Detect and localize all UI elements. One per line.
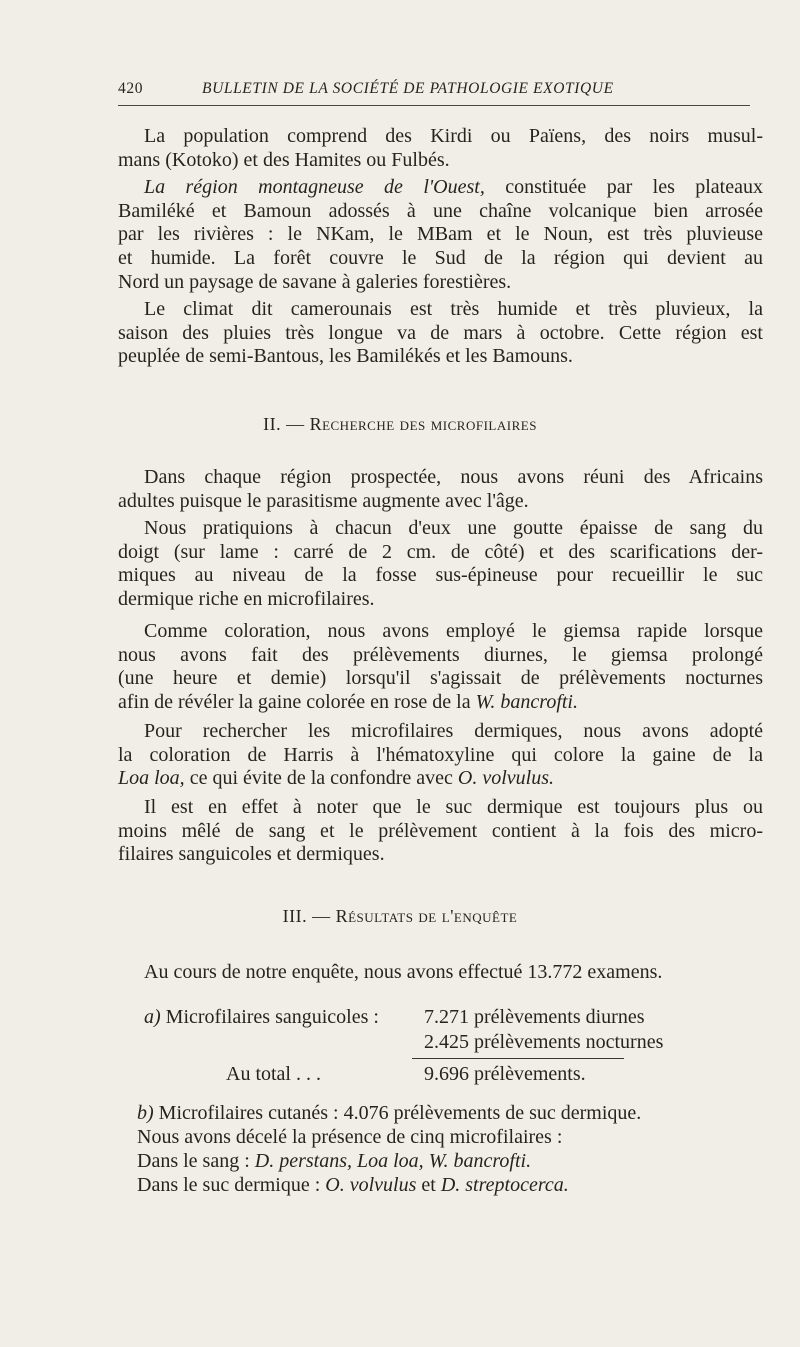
journal-title: BULLETIN DE LA SOCIÉTÉ DE PATHOLOGIE EXOTIQUE: [202, 80, 614, 97]
text-line: par les rivières : le NKam, le MBam et le Noun, est très pluvieuse: [118, 223, 763, 246]
text-line: La population comprend des Kirdi ou Païens, des noirs musul-: [144, 125, 763, 147]
text-line: filaires sanguicoles et dermiques.: [118, 843, 385, 866]
stat-sanguicoles-label: [144, 1006, 379, 1029]
species-name: O. volvulus.: [457, 767, 554, 790]
text-line: Nord un paysage de savane à galeries forestières.: [118, 270, 512, 293]
text-line: [118, 176, 763, 200]
italic-phrase: La région montagneuse de l'Ouest,: [144, 176, 485, 198]
section-heading-resultats: III. — Résultats de l'enquête: [282, 906, 518, 926]
species-name: W. bancrofti.: [428, 1150, 532, 1172]
text-line: moins mêlé de sang et le prélèvement contient à la fois des micro-: [118, 819, 763, 842]
text-line: Dans chaque région prospectée, nous avons réuni des Africains: [144, 466, 763, 488]
paragraph-climat: [118, 298, 763, 369]
text-run: afin de révéler la gaine colorée en rose de la: [118, 691, 476, 714]
paragraph-population: [118, 125, 763, 172]
text-run: Microfilaires cutanés : 4.076 prélèvements de suc dermique.: [153, 1102, 642, 1124]
text-line: [137, 1150, 531, 1173]
species-name: Loa loa,: [357, 1150, 424, 1172]
text-line: Il est en effet à noter que le suc dermique est toujours plus ou: [144, 796, 763, 818]
text-line: Comme coloration, nous avons employé le giemsa rapide lorsque: [144, 620, 763, 642]
text-line: adultes puisque le parasitisme augmente avec l'âge.: [118, 489, 529, 512]
species-name: D. perstans,: [254, 1150, 352, 1172]
text-line: peuplée de semi-Bantous, les Bamilékés et les Bamouns.: [118, 345, 573, 368]
text-line: et humide. La forêt couvre le Sud de la région qui devient au: [118, 247, 763, 270]
stat-total-label: Au total . . .: [226, 1063, 321, 1085]
text-line: (une heure et demie) lorsqu'il s'agissait de prélèvements nocturnes: [118, 667, 763, 690]
text-line: Bamiléké et Bamoun adossés à une chaîne volcanique bien arrosée: [118, 199, 763, 222]
text-line: Nous avons décelé la présence de cinq microfilaires :: [137, 1126, 563, 1148]
text-line: nous avons fait des prélèvements diurnes, le giemsa prolongé: [118, 643, 763, 666]
text-line: [118, 691, 763, 715]
text-line: mans (Kotoko) et des Hamites ou Fulbés.: [118, 148, 450, 171]
text-line: dermique riche en microfilaires.: [118, 588, 375, 611]
text-line: doigt (sur lame : carré de 2 cm. de côté) et des scarifications der-: [118, 540, 763, 563]
text-line: [137, 1174, 569, 1197]
header-rule: [118, 105, 750, 106]
text-run: Dans le suc dermique :: [137, 1174, 326, 1196]
text-line: Au cours de notre enquête, nous avons effectué 13.772 examens.: [144, 961, 663, 983]
running-head: [118, 76, 750, 102]
item-letter: a): [144, 1006, 161, 1028]
text-line: Le climat dit camerounais est très humide et très pluvieux, la: [144, 298, 763, 320]
paragraph-methode: [118, 517, 763, 612]
text-line: [118, 767, 763, 791]
item-letter: b): [137, 1102, 154, 1124]
text-run: ce qui évite de la confondre avec: [184, 767, 458, 790]
stat-nocturnes: 2.425 prélèvements nocturnes: [424, 1031, 664, 1053]
text-line: Nous pratiquions à chacun d'eux une goutte épaisse de sang du: [144, 517, 763, 539]
stat-cutanes: [137, 1102, 641, 1125]
page-number: 420: [118, 80, 144, 97]
text-line: la coloration de Harris à l'hématoxyline qui colore la gaine de la: [118, 743, 763, 766]
species-name: W. bancrofti.: [475, 691, 578, 714]
text-run: Dans le sang :: [137, 1150, 255, 1172]
text-run: et: [416, 1174, 441, 1196]
text-line: Pour rechercher les microfilaires dermiques, nous avons adopté: [144, 720, 763, 742]
paragraph-coloration: [118, 620, 763, 715]
paragraph-examens: [118, 961, 763, 985]
species-name: O. volvulus: [325, 1174, 417, 1196]
paragraph-region-ouest: [118, 176, 763, 295]
text-line: miques au niveau de la fosse sus-épineuse pour recueillir le suc: [118, 564, 763, 587]
paragraph-melange: [118, 796, 763, 867]
sum-rule: [412, 1058, 624, 1059]
section-heading-recherche: II. — Recherche des microfilaires: [263, 414, 537, 434]
text-line: saison des pluies très longue va de mars à octobre. Cette région est: [118, 321, 763, 344]
species-name: Loa loa,: [118, 767, 185, 790]
text-run: constituée par les plateaux: [484, 176, 763, 198]
stat-total: 9.696 prélèvements.: [424, 1063, 586, 1085]
species-name: D. streptocerca.: [440, 1174, 569, 1196]
paragraph-harris: [118, 720, 763, 791]
paragraph-prospection: [118, 466, 763, 513]
text-run: Microfilaires sanguicoles :: [160, 1006, 379, 1028]
stat-diurnes: 7.271 prélèvements diurnes: [424, 1006, 645, 1028]
